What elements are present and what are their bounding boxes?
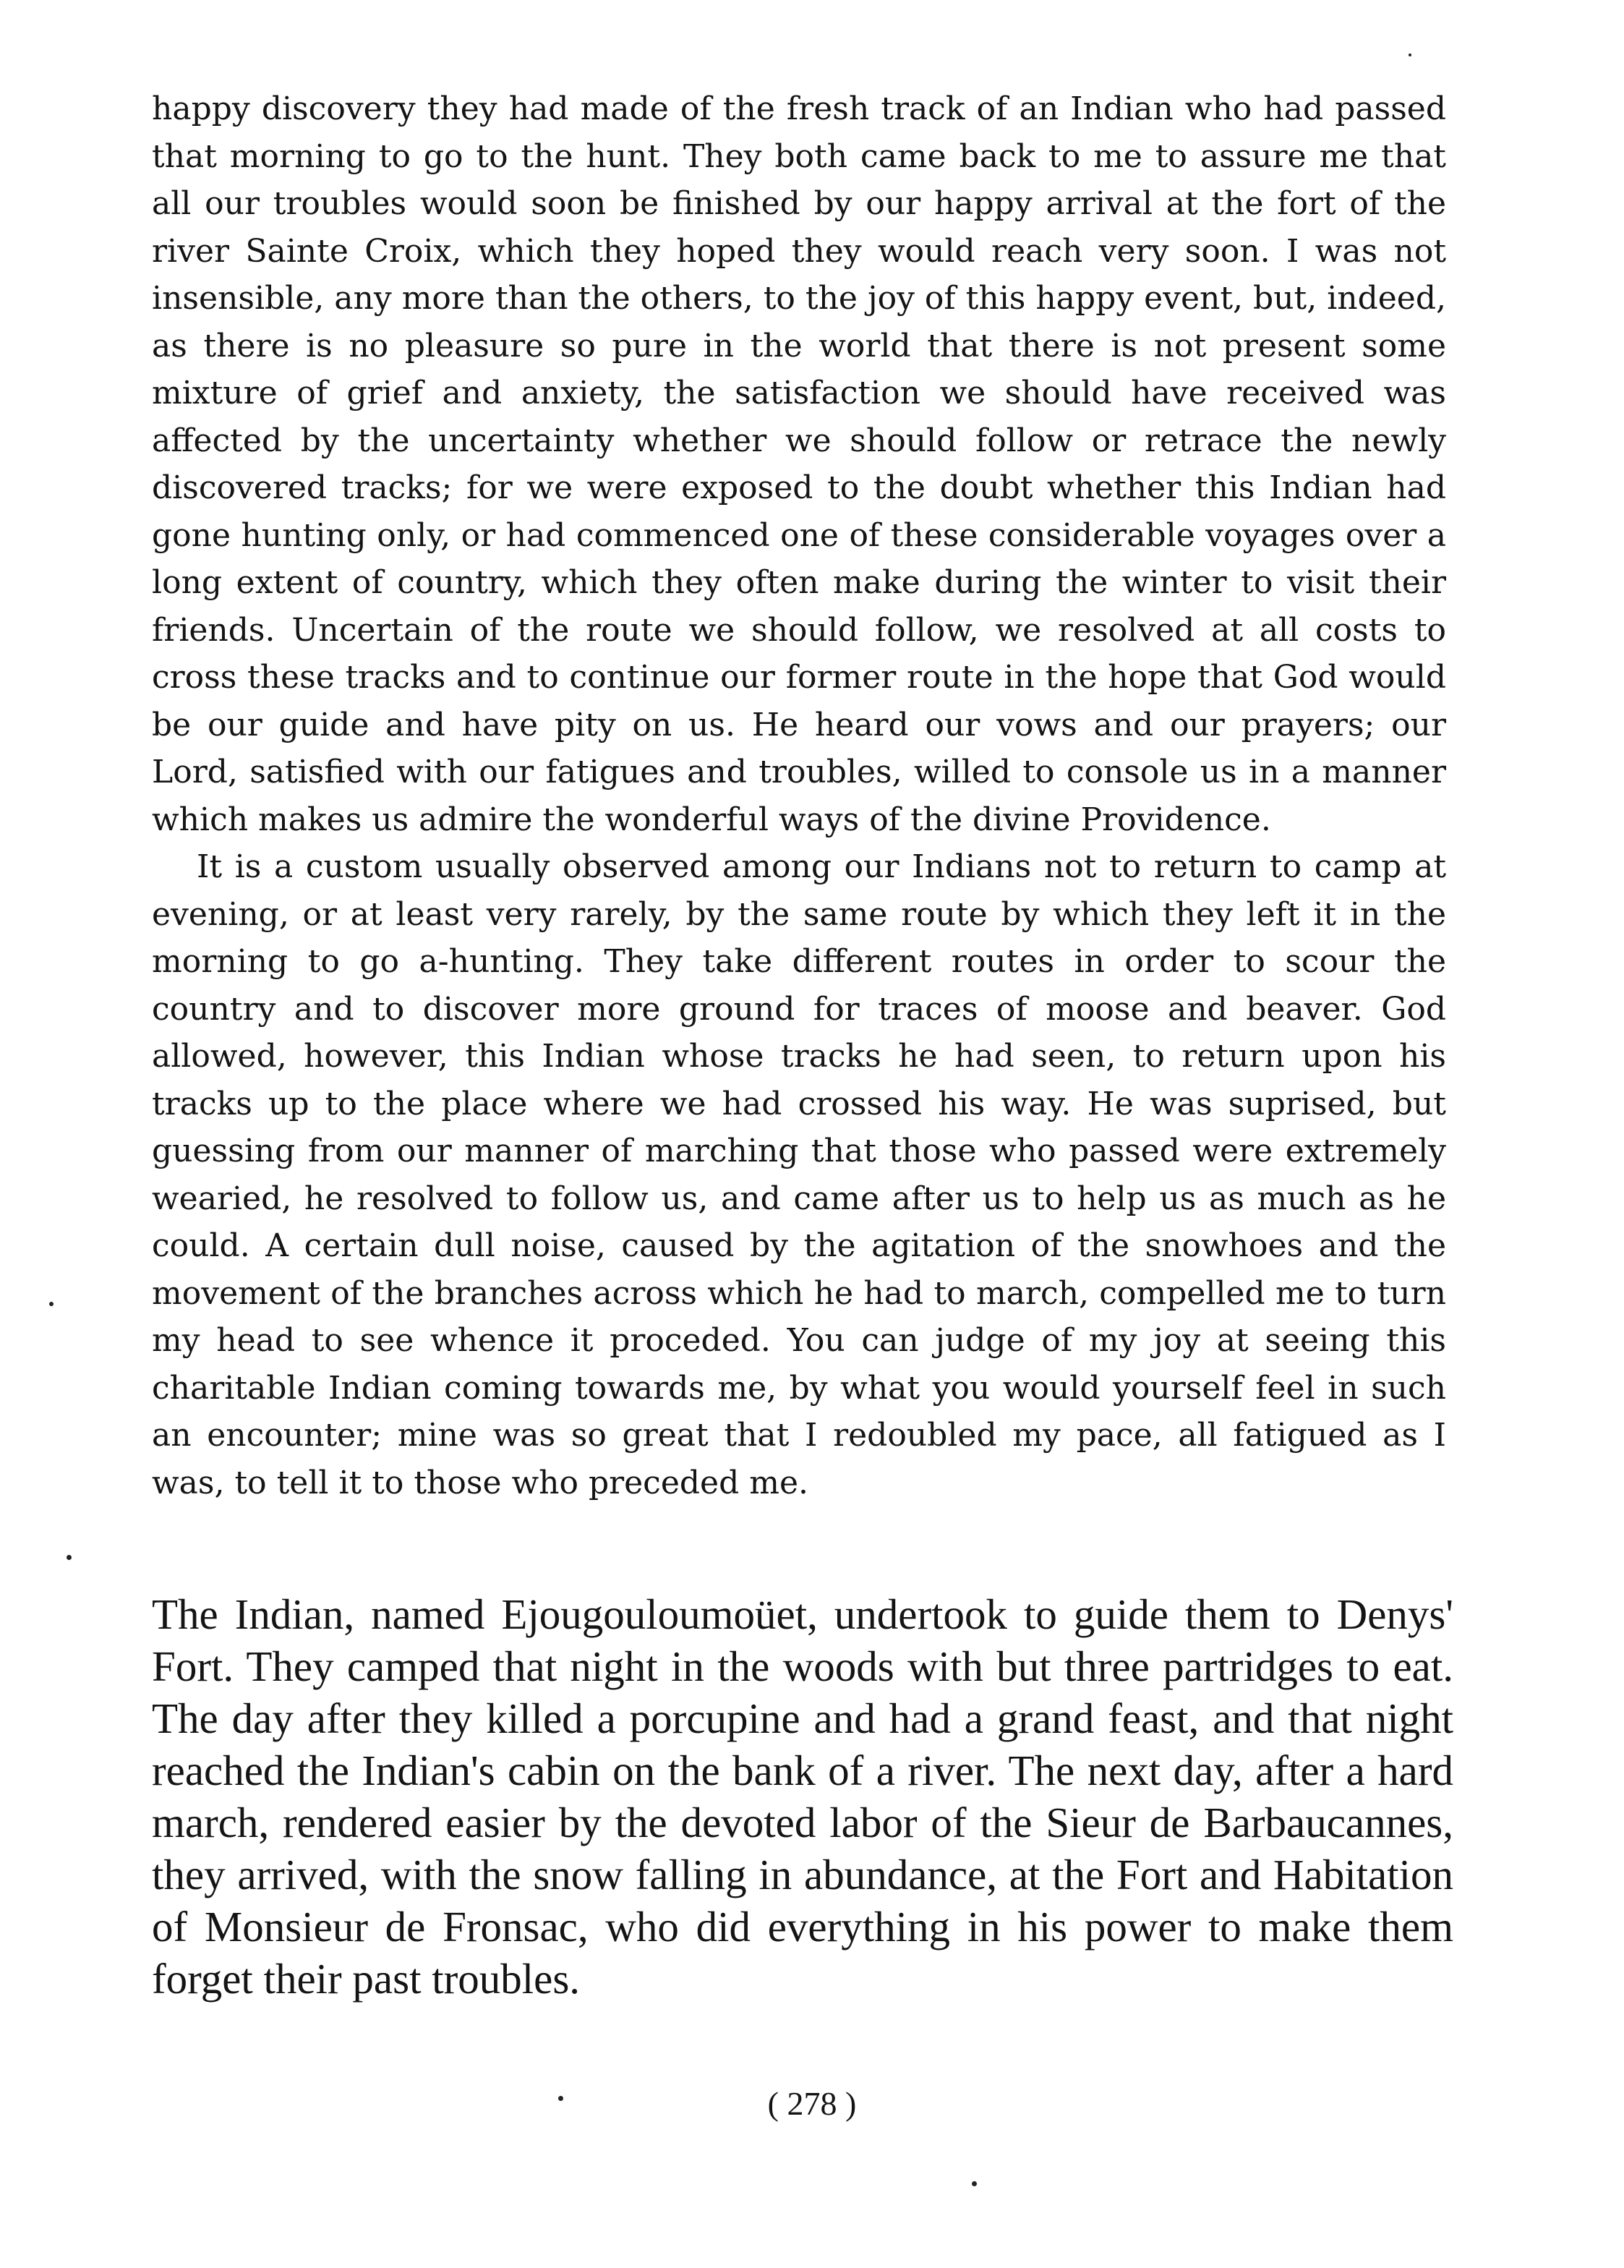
scan-speck — [558, 2096, 563, 2101]
scan-speck — [972, 2181, 977, 2186]
scan-speck — [49, 1302, 54, 1306]
quoted-passage — [152, 85, 1446, 1506]
page-number: ( 278 ) — [767, 2085, 857, 2122]
scan-speck — [67, 1555, 72, 1560]
scan-speck — [1409, 54, 1411, 56]
quoted-paragraph-2: It is a custom usually observed among our Indians not to return to camp at evening, or at least very rarely, by the same route by which they left it in the morning to go a-hunting. They take different routes in order to scour the country and to discover more ground for traces of moose and beaver. God allowed, however, this Indian whose tracks he had seen, to return upon his tracks up to the place where we had crossed his way. He was suprised, but guessing from our manner of marching that those who passed were extremely wearied, he resolved to follow us, and came after us to help us as much as he could. A certain dull noise, caused by the agitation of the snowhoes and the movement of the branches across which he had to march, compelled me to turn my head to see whence it proceded. You can judge of my joy at seeing this charitable Indian coming towards me, by what you would yourself feel in such an encounter; mine was so great that I redoubled my pace, all fatigued as I was, to tell it to those who preceded me. — [152, 848, 1446, 1501]
quoted-paragraph-1: happy discovery they had made of the fresh track of an Indian who had passed that morning to go to the hunt. They both came back to me to assure me that all our troubles would soon be finished by our happy arrival at the fort of the river Sainte Croix, which they hoped they would reach very soon. I was not insensible, any more than the others, to the joy of this happy event, but, indeed, as there is no pleasure so pure in the world that there is not present some mixture of grief and anxiety, the satisfaction we should have received was affected by the uncertainty whether we should follow or retrace the newly discovered tracks; for we were exposed to the doubt whether this Indian had gone hunting only, or had commenced one of these considerable voyages over a long extent of country, which they often make during the winter to visit their friends. Uncertain of the route we should follow, we resolved at all costs to cross these tracks and to continue our former route in the hope that God would be our guide and have pity on us. He heard our vows and our prayers; our Lord, satisfied with our fatigues and troubles, willed to console us in a manner which makes us admire the wonderful ways of the divine Providence. — [152, 90, 1446, 838]
narrative-passage — [152, 1588, 1453, 2005]
narrative-paragraph: The Indian, named Ejougouloumoüet, undertook to guide them to Denys' Fort. They camped that night in the woods with but three partridges to eat. The day after they killed a porcupine and had a grand feast, and that night reached the Indian's cabin on the bank of a river. The next day, after a hard march, rendered easier by the devoted labor of the Sieur de Barbaucannes, they arrived, with the snow falling in abundance, at the Fort and Habitation of Monsieur de Fronsac, who did everything in his power to make them forget their past troubles. — [152, 1590, 1453, 2003]
